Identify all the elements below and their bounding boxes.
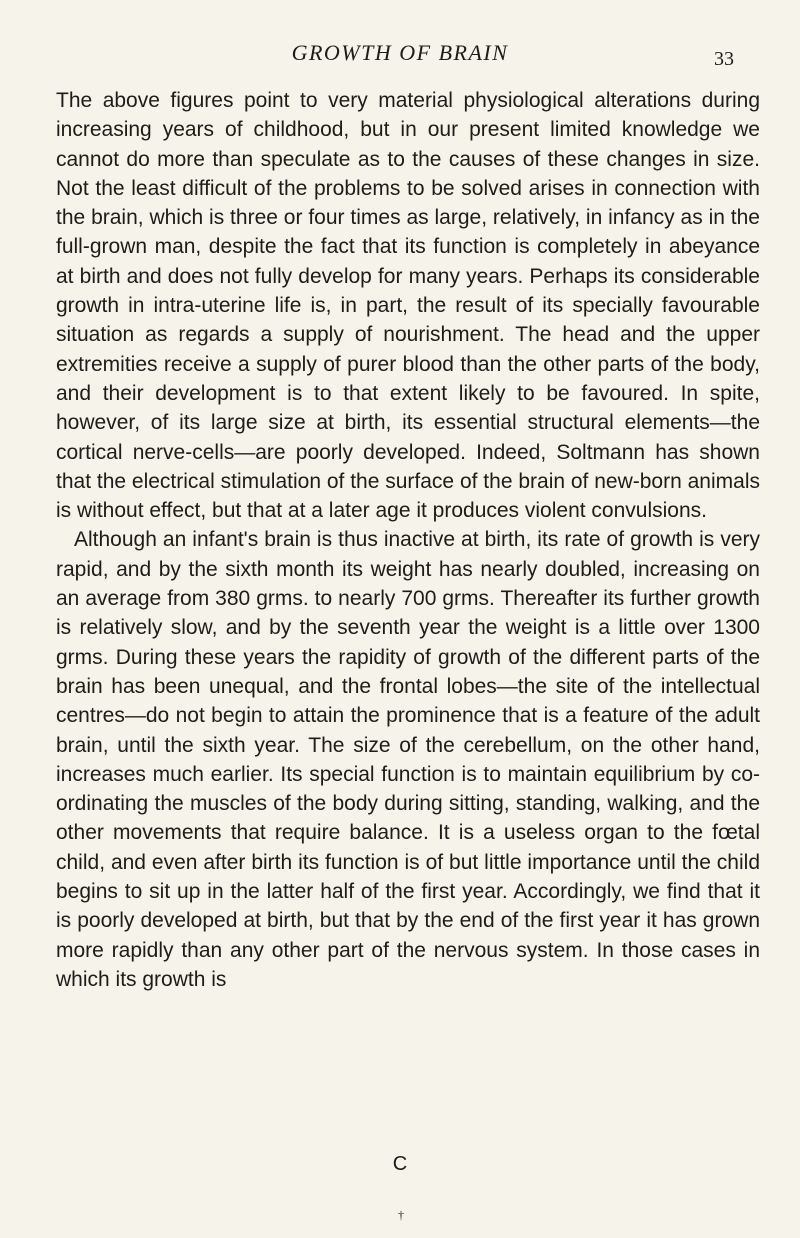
paragraph-2: Although an infant's brain is thus inactive at birth, its rate of growth is very rapid, and by the sixth month its weight has nearly doubled, increasing on an average from 380 grms. to nearly 700 grms. Thereafter its further growth is relatively slow, and by the seventh year the weight is a little over 1300 grms. During these years the rapidity of growth of the different parts of the brain has been unequal, and the frontal lobes—the site of the intellectual centres—do not begin to attain the prominence that is a feature of the adult brain, until the sixth year. The size of the cerebellum, on the other hand, increases much earlier. Its special function is to maintain equilibrium by co-ordinating the muscles of the body during sitting, standing, walking, and the other movements that require balance. It is a useless organ to the fœtal child, and even after birth its function is of but little importance until the child begins to sit up in the latter half of the first year. Accordingly, we find that it is poorly developed at birth, but that by the end of the first year it has grown more rapidly than any other part of the nervous system. In those cases in which its growth is bbox=[56, 528, 760, 991]
page-number: 33 bbox=[714, 48, 734, 70]
signature-mark: C bbox=[392, 1153, 408, 1175]
footnote-mark: † bbox=[398, 1208, 404, 1222]
running-head: GROWTH OF BRAIN bbox=[291, 40, 509, 65]
paragraph-1: The above figures point to very material physiological alterations during increasing years of childhood, but in our present limited knowledge we cannot do more than speculate as to the causes of these changes in size. Not the least difficult of the problems to be solved arises in connection with the brain, which is three or four times as large, relatively, in infancy as in the full-grown man, despite the fact that its function is completely in abeyance at birth and does not fully develop for many years. Perhaps its considerable growth in intra-uterine life is, in part, the result of its specially favourable situation as regards a supply of nourishment. The head and the upper extremities receive a supply of purer blood than the other parts of the body, and their development is to that extent likely to be favoured. In spite, however, of its large size at birth, its essential structural elements—the cortical nerve-cells—are poorly developed. Indeed, Soltmann has shown that the electrical stimulation of the surface of the brain of new-born animals is without effect, but that at a later age it produces violent convulsions. bbox=[56, 89, 760, 523]
body-text bbox=[56, 86, 760, 994]
